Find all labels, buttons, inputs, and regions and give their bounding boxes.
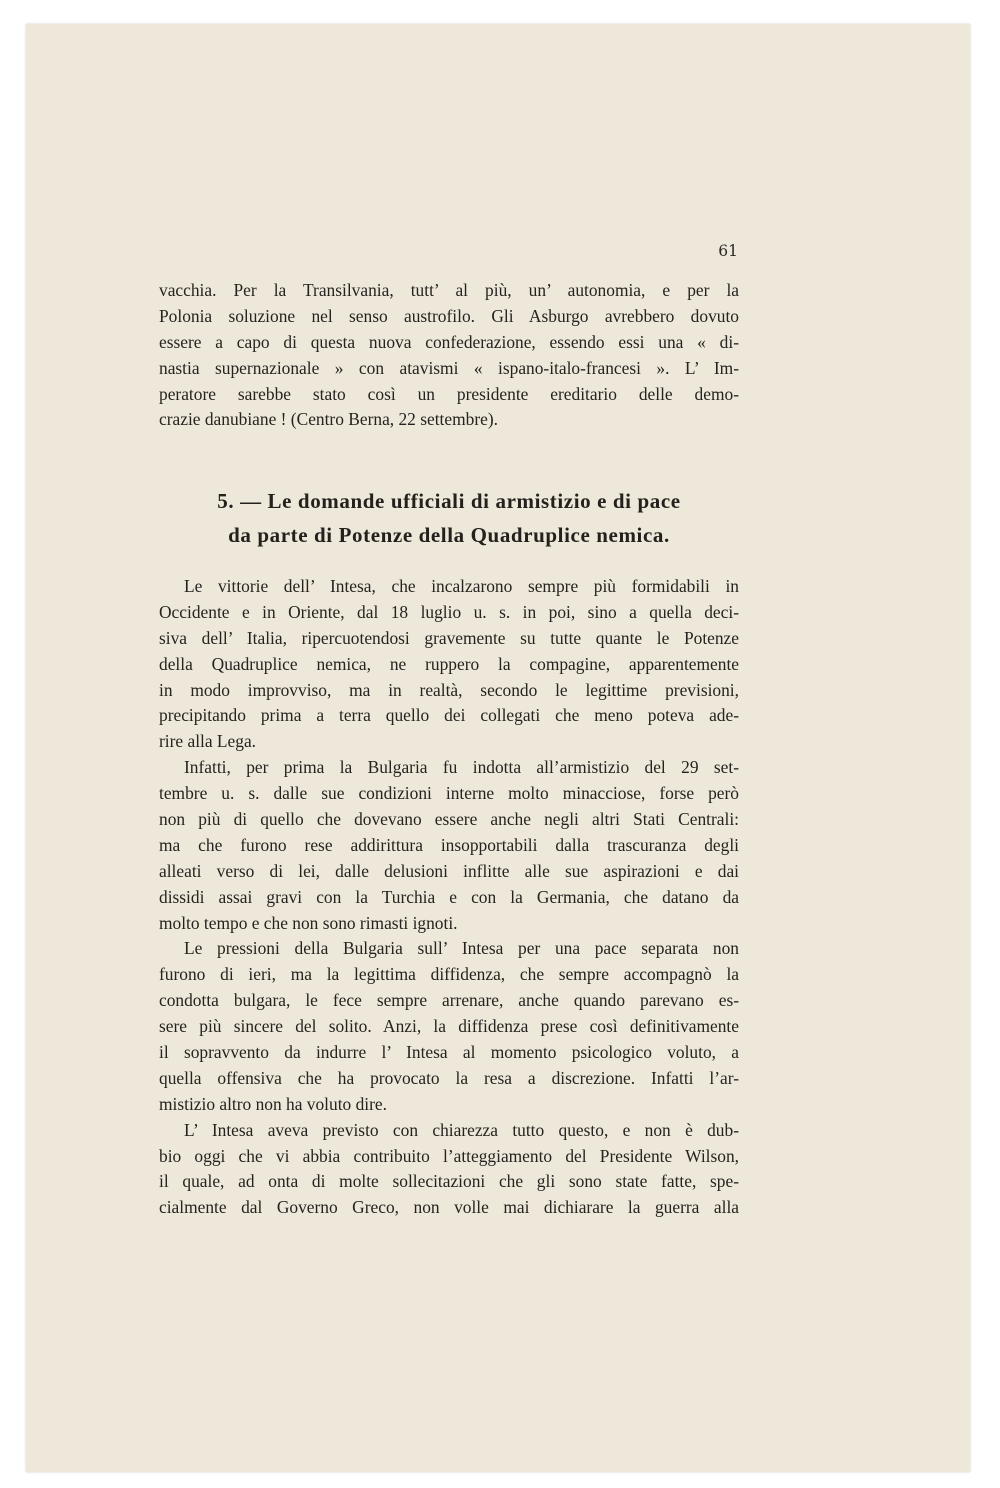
text-line: quella offensiva che ha provocato la resa a discrezione. Infatti l’ar- bbox=[159, 1067, 739, 1088]
text-line: mistizio altro non ha voluto dire. bbox=[159, 1093, 387, 1114]
text-line: alleati verso di lei, dalle delusioni inflitte alle sue aspirazioni e dai bbox=[159, 860, 739, 881]
text-line: bio oggi che vi abbia contribuito l’atteggiamento del Presidente Wilson, bbox=[159, 1145, 739, 1166]
text-line: condotta bulgara, le fece sempre arrenare, anche quando parevano es- bbox=[159, 990, 739, 1011]
paragraph bbox=[159, 936, 739, 1117]
paragraph bbox=[159, 574, 739, 755]
text-line: molto tempo e che non sono rimasti ignoti. bbox=[159, 912, 458, 933]
text-line: Le vittorie dell’ Intesa, che incalzarono sempre più formidabili in bbox=[184, 576, 739, 596]
text-line: furono di ieri, ma la legittima diffidenza, che sempre accompagnò la bbox=[159, 964, 739, 985]
page-number: 61 bbox=[718, 242, 738, 260]
text-line: crazie danubiane ! (Centro Berna, 22 settembre). bbox=[159, 409, 498, 430]
text-line: essere a capo di questa nuova confederazione, essendo essi una « di- bbox=[159, 331, 739, 352]
heading-line: da parte di Potenze della Quadruplice nemica. bbox=[228, 523, 670, 547]
text-line: della Quadruplice nemica, ne ruppero la compagine, apparentemente bbox=[159, 653, 739, 674]
text-line: tembre u. s. dalle sue condizioni interne molto minacciose, forse però bbox=[159, 783, 739, 804]
text-line: Polonia soluzione nel senso austrofilo. Gli Asburgo avrebbero dovuto bbox=[159, 305, 739, 326]
text-line: sere più sincere del solito. Anzi, la diffidenza prese così definitivamente bbox=[159, 1016, 739, 1037]
text-line: vacchia. Per la Transilvania, tutt’ al più, un’ autonomia, e per la bbox=[159, 280, 739, 300]
text-line: cialmente dal Governo Greco, non volle mai dichiarare la guerra alla bbox=[159, 1197, 739, 1218]
body-text bbox=[159, 574, 739, 1221]
text-line: peratore sarebbe stato così un presidente ereditario delle demo- bbox=[159, 383, 739, 404]
text-line: Le pressioni della Bulgaria sull’ Intesa per una pace separata non bbox=[184, 938, 739, 959]
text-line: il quale, ad onta di molte sollecitazioni che gli sono state fatte, spe- bbox=[159, 1171, 739, 1192]
text-line: in modo improvviso, ma in realtà, secondo le legittime previsioni, bbox=[159, 679, 739, 700]
paragraph bbox=[159, 755, 739, 936]
paragraph bbox=[159, 1118, 739, 1222]
text-line: Occidente e in Oriente, dal 18 luglio u. s. in poi, sino a quella deci- bbox=[159, 601, 739, 622]
text-line: L’ Intesa aveva previsto con chiarezza tutto questo, e non è dub- bbox=[184, 1119, 739, 1140]
text-line: il sopravvento da indurre l’ Intesa al momento psicologico voluto, a bbox=[159, 1042, 739, 1063]
text-line: non più di quello che dovevano essere anche negli altri Stati Centrali: bbox=[159, 809, 739, 830]
text-line: dissidi assai gravi con la Turchia e con la Germania, che datano da bbox=[159, 886, 739, 907]
text-line: ma che furono rese addirittura insopportabili dalla trascuranza degli bbox=[159, 834, 739, 855]
heading-line: 5. — Le domande ufficiali di armistizio e di pace bbox=[217, 489, 681, 513]
section-heading bbox=[159, 484, 739, 552]
text-line: rire alla Lega. bbox=[159, 731, 257, 752]
text-line: precipitando prima a terra quello dei collegati che meno poteva ade- bbox=[159, 705, 739, 726]
book-page bbox=[26, 24, 970, 1472]
text-line: Infatti, per prima la Bulgaria fu indotta all’armistizio del 29 set- bbox=[184, 757, 739, 778]
intro-paragraph bbox=[159, 278, 739, 433]
text-line: nastia supernazionale » con atavismi « ispano-italo-francesi ». L’ Im- bbox=[159, 357, 739, 378]
text-line: siva dell’ Italia, ripercuotendosi gravemente su tutte quante le Potenze bbox=[159, 627, 739, 648]
